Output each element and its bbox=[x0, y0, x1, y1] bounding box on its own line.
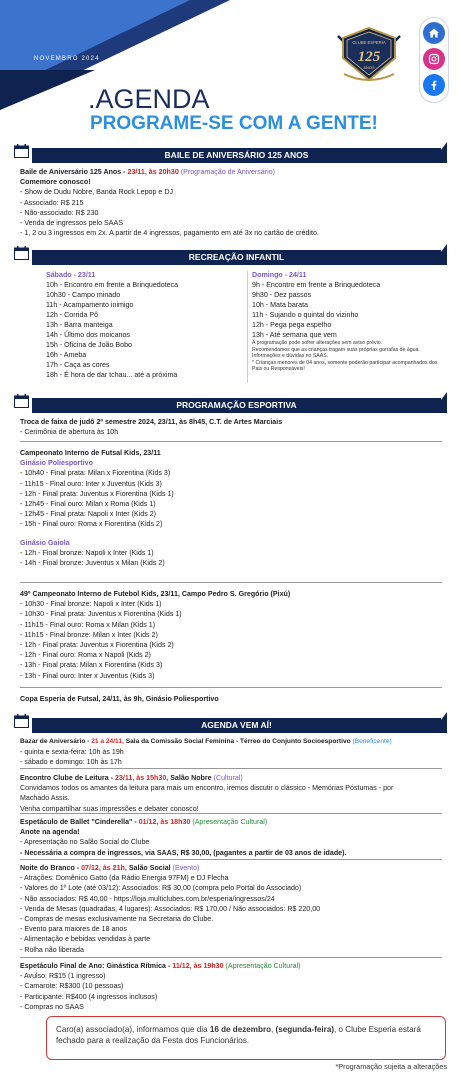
list-item: - Não-associado: R$ 230 bbox=[20, 208, 99, 217]
note-line: Pais ou Responsáveis! bbox=[252, 366, 305, 373]
section-title: PROGRAMAÇÃO ESPORTIVA bbox=[32, 398, 441, 413]
section-title: RECREAÇÃO INFANTIL bbox=[32, 250, 441, 265]
section-title: BAILE DE ANIVERSÁRIO 125 ANOS bbox=[32, 148, 441, 163]
list-item: - quinta e sexta-feira: 10h às 19h bbox=[20, 748, 124, 757]
futebol-title: 49º Campeonato Interno de Futebol Kids, 23/11, Campo Pedro S. Gregório (Pixú) bbox=[20, 590, 291, 598]
list-item: 16h - Ameba bbox=[46, 351, 87, 359]
sunday-title: Domingo - 24/11 bbox=[252, 271, 307, 279]
section-tip bbox=[431, 392, 447, 413]
baile-tagline: Comemore conosco! bbox=[20, 178, 91, 187]
list-item: - 12h - Final bronze: Napoli x Inter (Kids 1) bbox=[20, 548, 154, 557]
facebook-icon[interactable] bbox=[423, 74, 445, 96]
recreacao-notes bbox=[252, 340, 447, 373]
list-item: - 11h15 - Final ouro: Inter x Juventus (Kids 3) bbox=[20, 479, 162, 488]
futsal-title: Campeonato Interno de Futsal Kids, 23/11 bbox=[20, 449, 161, 457]
list-item: - Venda de ingressos pelo SAAS bbox=[20, 219, 123, 228]
judo-block bbox=[20, 417, 282, 437]
list-item: - Apresentação no Salão Social do Clube bbox=[20, 838, 150, 847]
list-item: - 12h - Final ouro: Roma x Napoli (Kids 2) bbox=[20, 651, 151, 660]
event-date: 07/12, às 21h, bbox=[81, 864, 127, 872]
list-item: Machado Assis. bbox=[20, 794, 70, 803]
saturday-column bbox=[46, 270, 246, 380]
column-divider bbox=[247, 271, 248, 383]
list-item: - Alimentação e bebidas vendidas à parte bbox=[20, 935, 151, 944]
judo-title: Troca de faixa de judô 2º semestre 2024, 23/11, às 8h45, C.T. de Artes Marciais bbox=[20, 418, 283, 426]
section-title: AGENDA VEM AÍ! bbox=[32, 718, 441, 733]
sunday-column bbox=[252, 270, 447, 373]
list-item: - 11h15 - Final ouro: Roma x Milan (Kids 1) bbox=[20, 620, 156, 629]
list-item: - 1, 2 ou 3 ingressos em 2x. A partir de 4 ingressos, pagamento em até 3x no cartão de crédito. bbox=[20, 229, 319, 238]
divider bbox=[20, 813, 442, 814]
note-line: * Crianças menores de 04 anos, somente poderão participar acompanhados dos bbox=[252, 359, 438, 366]
leitura-block bbox=[20, 773, 393, 814]
event-date: 21 a 24/11, bbox=[91, 738, 124, 745]
note-line: Recomendamos que as crianças tragam suas próprias garrafas de água. bbox=[252, 346, 420, 353]
saturday-title: Sábado - 23/11 bbox=[46, 271, 96, 279]
list-item: - 12h - Final prata: Juventus x Fiorentina (Kids 1) bbox=[20, 489, 174, 498]
list-item: 15h - Oficina de João Bobo bbox=[46, 341, 132, 349]
baile-category: (Programação de Aniversário) bbox=[178, 168, 275, 176]
list-item: - Venda de Mesas (quadradas, 4 lugares): Associados: R$ 170,00 / Não associados: R$ 220,00 bbox=[20, 904, 321, 913]
event-note: Anote na agenda! bbox=[20, 828, 80, 837]
event-date: 11/12, às 19h30 bbox=[172, 962, 224, 970]
branco-block bbox=[20, 863, 320, 955]
page-subtitle: PROGRAME-SE COM A GENTE! bbox=[90, 113, 378, 134]
event-title: Encontro Clube de Leitura - bbox=[20, 774, 115, 782]
ginastica-block bbox=[20, 961, 300, 1012]
list-item: Convidamos todos os amantes da leitura para mais um encontro, iremos discutir o clássico - Memórias Póstumas - por bbox=[20, 784, 394, 793]
divider bbox=[20, 582, 442, 583]
section-header-agenda bbox=[14, 718, 447, 733]
list-item: - 13h - Final prata: Milan x Fiorentina (Kids 3) bbox=[20, 661, 163, 670]
event-venue: Salão Social bbox=[126, 864, 173, 872]
list-item: 18h - É hora de dar tchau... até a próxima bbox=[46, 371, 178, 379]
list-item: - 10h30 - Final bronze: Napoli x Inter (Kids 1) bbox=[20, 600, 162, 609]
section-tip bbox=[431, 244, 447, 265]
social-links bbox=[419, 17, 449, 103]
seal-bottom-text: ANOS bbox=[363, 65, 375, 70]
list-item: - 11h15 - Final bronze: Milan x Inter (Kids 2) bbox=[20, 630, 158, 639]
event-category: (Beneficente) bbox=[352, 738, 392, 745]
copa-block bbox=[20, 694, 219, 704]
section-header-esportiva bbox=[14, 398, 447, 413]
event-title: Espetáculo Final de Ano: Ginástica Rítmica - bbox=[20, 962, 173, 970]
event-title: Noite do Branco - bbox=[20, 864, 82, 872]
list-item: - Atrações: Domênico Gatto (da Rádio Energia 97FM) e DJ Flecha bbox=[20, 874, 229, 883]
list-item: 11h - Acampamento inimigo bbox=[46, 301, 134, 309]
divider bbox=[20, 957, 442, 958]
hero-banner bbox=[0, 0, 461, 150]
month-label: NOVEMBRO 2024 bbox=[34, 56, 100, 62]
baile-title: Baile de Aniversário 125 Anos - bbox=[20, 168, 128, 176]
event-date: 01/12, às 18h30 bbox=[138, 818, 191, 826]
calendar-icon bbox=[14, 144, 29, 158]
hero-shape-navy bbox=[0, 70, 95, 110]
page-title: .AGENDA bbox=[88, 84, 210, 114]
list-item: - Compras no SAAS bbox=[20, 1002, 84, 1011]
list-item: - 13h - Final ouro: Inter x Juventus (Kids 3) bbox=[20, 671, 155, 680]
seal-top-text: CLUBE ESPERIA bbox=[352, 40, 386, 45]
list-item: - sábado e domingo: 10h às 17h bbox=[20, 758, 122, 767]
list-item: - 15h - Final ouro: Roma x Fiorentina (Kids 2) bbox=[20, 520, 163, 529]
list-item: - Participante: R$400 (4 ingressos inclusos) bbox=[20, 992, 158, 1001]
list-item: - Associado: R$ 215 bbox=[20, 198, 84, 207]
notice-text: , bbox=[271, 1025, 276, 1034]
divider bbox=[20, 859, 442, 860]
event-category: (Apresentação Cultural) bbox=[223, 962, 301, 970]
list-item: - Compras de mesas exclusivamente na Secretaria do Clube. bbox=[20, 915, 214, 924]
list-item: - Camarote: R$300 (10 pessoas) bbox=[20, 982, 124, 991]
list-item: Venha compartilhar suas impressões e debater conosco! bbox=[20, 804, 199, 813]
list-item: - Avulso: R$15 (1 ingresso) bbox=[20, 972, 106, 981]
calendar-icon bbox=[14, 714, 29, 728]
footer-note: *Programação sujeita a alterações bbox=[335, 1062, 447, 1071]
list-item: 10h30 - Campo minado bbox=[46, 291, 121, 299]
list-item: - 12h45 - Final ouro: Milan x Roma (Kids 1) bbox=[20, 500, 156, 509]
list-item: - Necessária a compra de ingressos, via SAAS, R$ 30,00, (pagantes a partir de 03 anos de idade). bbox=[20, 848, 347, 857]
calendar-icon bbox=[14, 246, 29, 260]
baile-date: 23/11, às 20h30 bbox=[127, 168, 179, 176]
list-item: - 10h30 - Final prata: Juventus x Fiorentina (Kids 1) bbox=[20, 610, 182, 619]
list-item: - 12h45 - Final prata: Napoli x Inter (Kids 2) bbox=[20, 510, 157, 519]
list-item: - Valores do 1º Lote (até 03/12): Associados: R$ 30,00 (compra pelo Portal do Associado) bbox=[20, 884, 302, 893]
list-item: - Rolha não liberada bbox=[20, 945, 84, 954]
note-line: Informações e dúvidas no SAAS. bbox=[252, 353, 329, 360]
seal-number: 125 bbox=[357, 49, 381, 65]
list-item: 9h - Encontro em frente a Brinquedoteca bbox=[252, 281, 381, 289]
divider bbox=[20, 441, 442, 442]
list-item: 13h - Até semana que vem bbox=[252, 331, 337, 339]
venue-title: Ginásio Poliesportivo bbox=[20, 459, 93, 468]
list-item: 17h - Caça as cores bbox=[46, 361, 110, 369]
list-item: - 12h - Final prata: Juventus x Fiorentina (Kids 2) bbox=[20, 641, 174, 650]
home-icon[interactable] bbox=[423, 22, 445, 44]
list-item: 12h - Corrida Pô bbox=[46, 311, 99, 319]
list-item: - Evento para maiores de 18 anos bbox=[20, 925, 127, 934]
notice-text: , o Clube Esperia estará fechado para a realização da Festa dos Funcionários. bbox=[56, 1025, 421, 1045]
notice-weekday: (segunda-feira) bbox=[275, 1025, 335, 1034]
event-title: Bazar de Aniversário - bbox=[20, 738, 92, 745]
section-tip bbox=[431, 142, 447, 163]
event-category: (Evento) bbox=[172, 864, 200, 872]
list-item: - Show de Dudu Nobre, Banda Rock Lepop e DJ bbox=[20, 188, 174, 197]
ballet-block bbox=[20, 817, 346, 858]
list-item: 10h - Mata barata bbox=[252, 301, 308, 309]
list-item: 14h - Último dos moicanos bbox=[46, 331, 130, 339]
divider bbox=[20, 768, 442, 769]
list-item: 12h - Pega pega espelho bbox=[252, 321, 332, 329]
list-item: - 14h - Final bronze: Juventus x Milan (Kids 2) bbox=[20, 559, 165, 568]
notice-date: 16 de dezembro bbox=[209, 1025, 272, 1034]
list-item: 9h30 - Dez passos bbox=[252, 291, 312, 299]
list-item: - Cerimônia de abertura às 10h bbox=[20, 428, 119, 437]
closure-notice bbox=[46, 1016, 446, 1060]
list-item: - 10h40 - Final prata: Milan x Fiorentina (Kids 3) bbox=[20, 469, 171, 478]
note-line: A programação pode sofrer alterações sem aviso prévio. bbox=[252, 340, 383, 346]
divider bbox=[20, 687, 442, 688]
section-header-baile bbox=[14, 148, 447, 163]
section-header-recreacao bbox=[14, 250, 447, 265]
copa-title: Copa Esperia de Futsal, 24/11, às 9h, Ginásio Poliesportivo bbox=[20, 695, 219, 703]
calendar-icon bbox=[14, 394, 29, 408]
bazar-block bbox=[20, 737, 392, 768]
list-item: 11h - Sujando o quintal do vizinho bbox=[252, 311, 359, 319]
event-category: (Apresentação Cultural) bbox=[190, 818, 268, 826]
list-item: 13h - Barra manteiga bbox=[46, 321, 113, 329]
event-title: Espetáculo de Ballet "Cinderella" - bbox=[20, 818, 139, 826]
futsal-block bbox=[20, 448, 174, 568]
event-date: 23/11, às 15h30, bbox=[114, 774, 169, 782]
futebol-block bbox=[20, 589, 290, 681]
baile-block bbox=[20, 167, 319, 238]
section-tip bbox=[431, 712, 447, 733]
event-venue: Sala da Comissão Social Feminina - Térreo do Conjunto Socioesportivo bbox=[123, 738, 353, 745]
event-venue: Salão Nobre bbox=[168, 774, 214, 782]
venue-title: Ginásio Gaiola bbox=[20, 538, 70, 547]
list-item[interactable]: - Não associados: R$ 40,00 - https://loja.multiclubes.com.br/esperia/ingressos/24 bbox=[20, 894, 275, 903]
club-seal-logo bbox=[334, 24, 404, 88]
list-item: 10h - Encontro em frente a Brinquedoteca bbox=[46, 281, 179, 289]
event-category: (Cultural) bbox=[213, 774, 243, 782]
instagram-icon[interactable] bbox=[423, 48, 445, 70]
notice-text: Caro(a) associado(a), informamos que dia bbox=[56, 1025, 210, 1034]
